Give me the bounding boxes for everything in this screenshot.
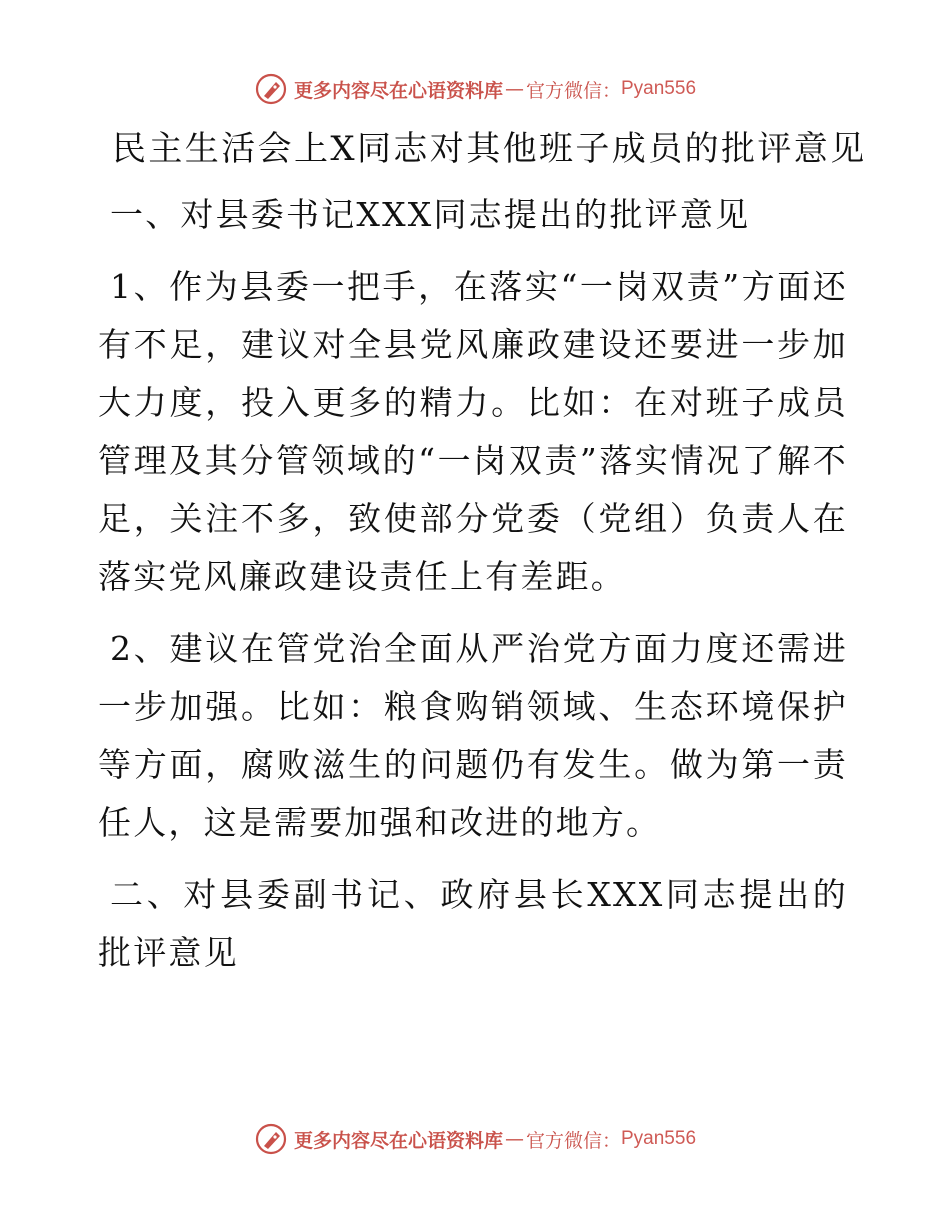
wechat-label: 官方微信： [525,1129,621,1152]
separator: — [504,78,524,100]
document-body [98,124,867,996]
wechat-id: Pyan556 [621,78,697,99]
promo-text: 更多内容尽在心语资料库 [293,1129,503,1152]
pen-nib-logo-icon [254,72,288,106]
promo-text: 更多内容尽在心语资料库 [293,79,503,102]
footer-watermark [0,1122,950,1156]
paragraph-1: 1、作为县委一把手，在落实“一岗双责”方面还有不足，建议对全县党风廉政建设还要进一步加大力度，投入更多的精力。比如：在对班子成员管理及其分管领域的“一岗双责”落实情况了解不足，关注不多，致使部分党委（党组）负责人在落实党风廉政建设责任上有差距。 [98,267,848,596]
header-watermark [0,72,950,106]
separator: — [504,1128,524,1150]
wechat-id: Pyan556 [621,1128,697,1149]
section-heading-2: 二、对县委副书记、政府县长XXX同志提出的批评意见 [98,875,848,972]
paragraph-2: 2、建议在管党治全面从严治党方面力度还需进一步加强。比如：粮食购销领域、生态环境保护等方面，腐败滋生的问题仍有发生。做为第一责任人，这是需要加强和改进的地方。 [98,629,848,842]
wechat-label: 官方微信： [525,79,621,102]
pen-nib-logo-icon [254,1122,288,1156]
section-heading-1: 一、对县委书记XXX同志提出的批评意见 [110,195,751,234]
document-title: 民主生活会上X同志对其他班子成员的批评意见 [112,129,867,169]
